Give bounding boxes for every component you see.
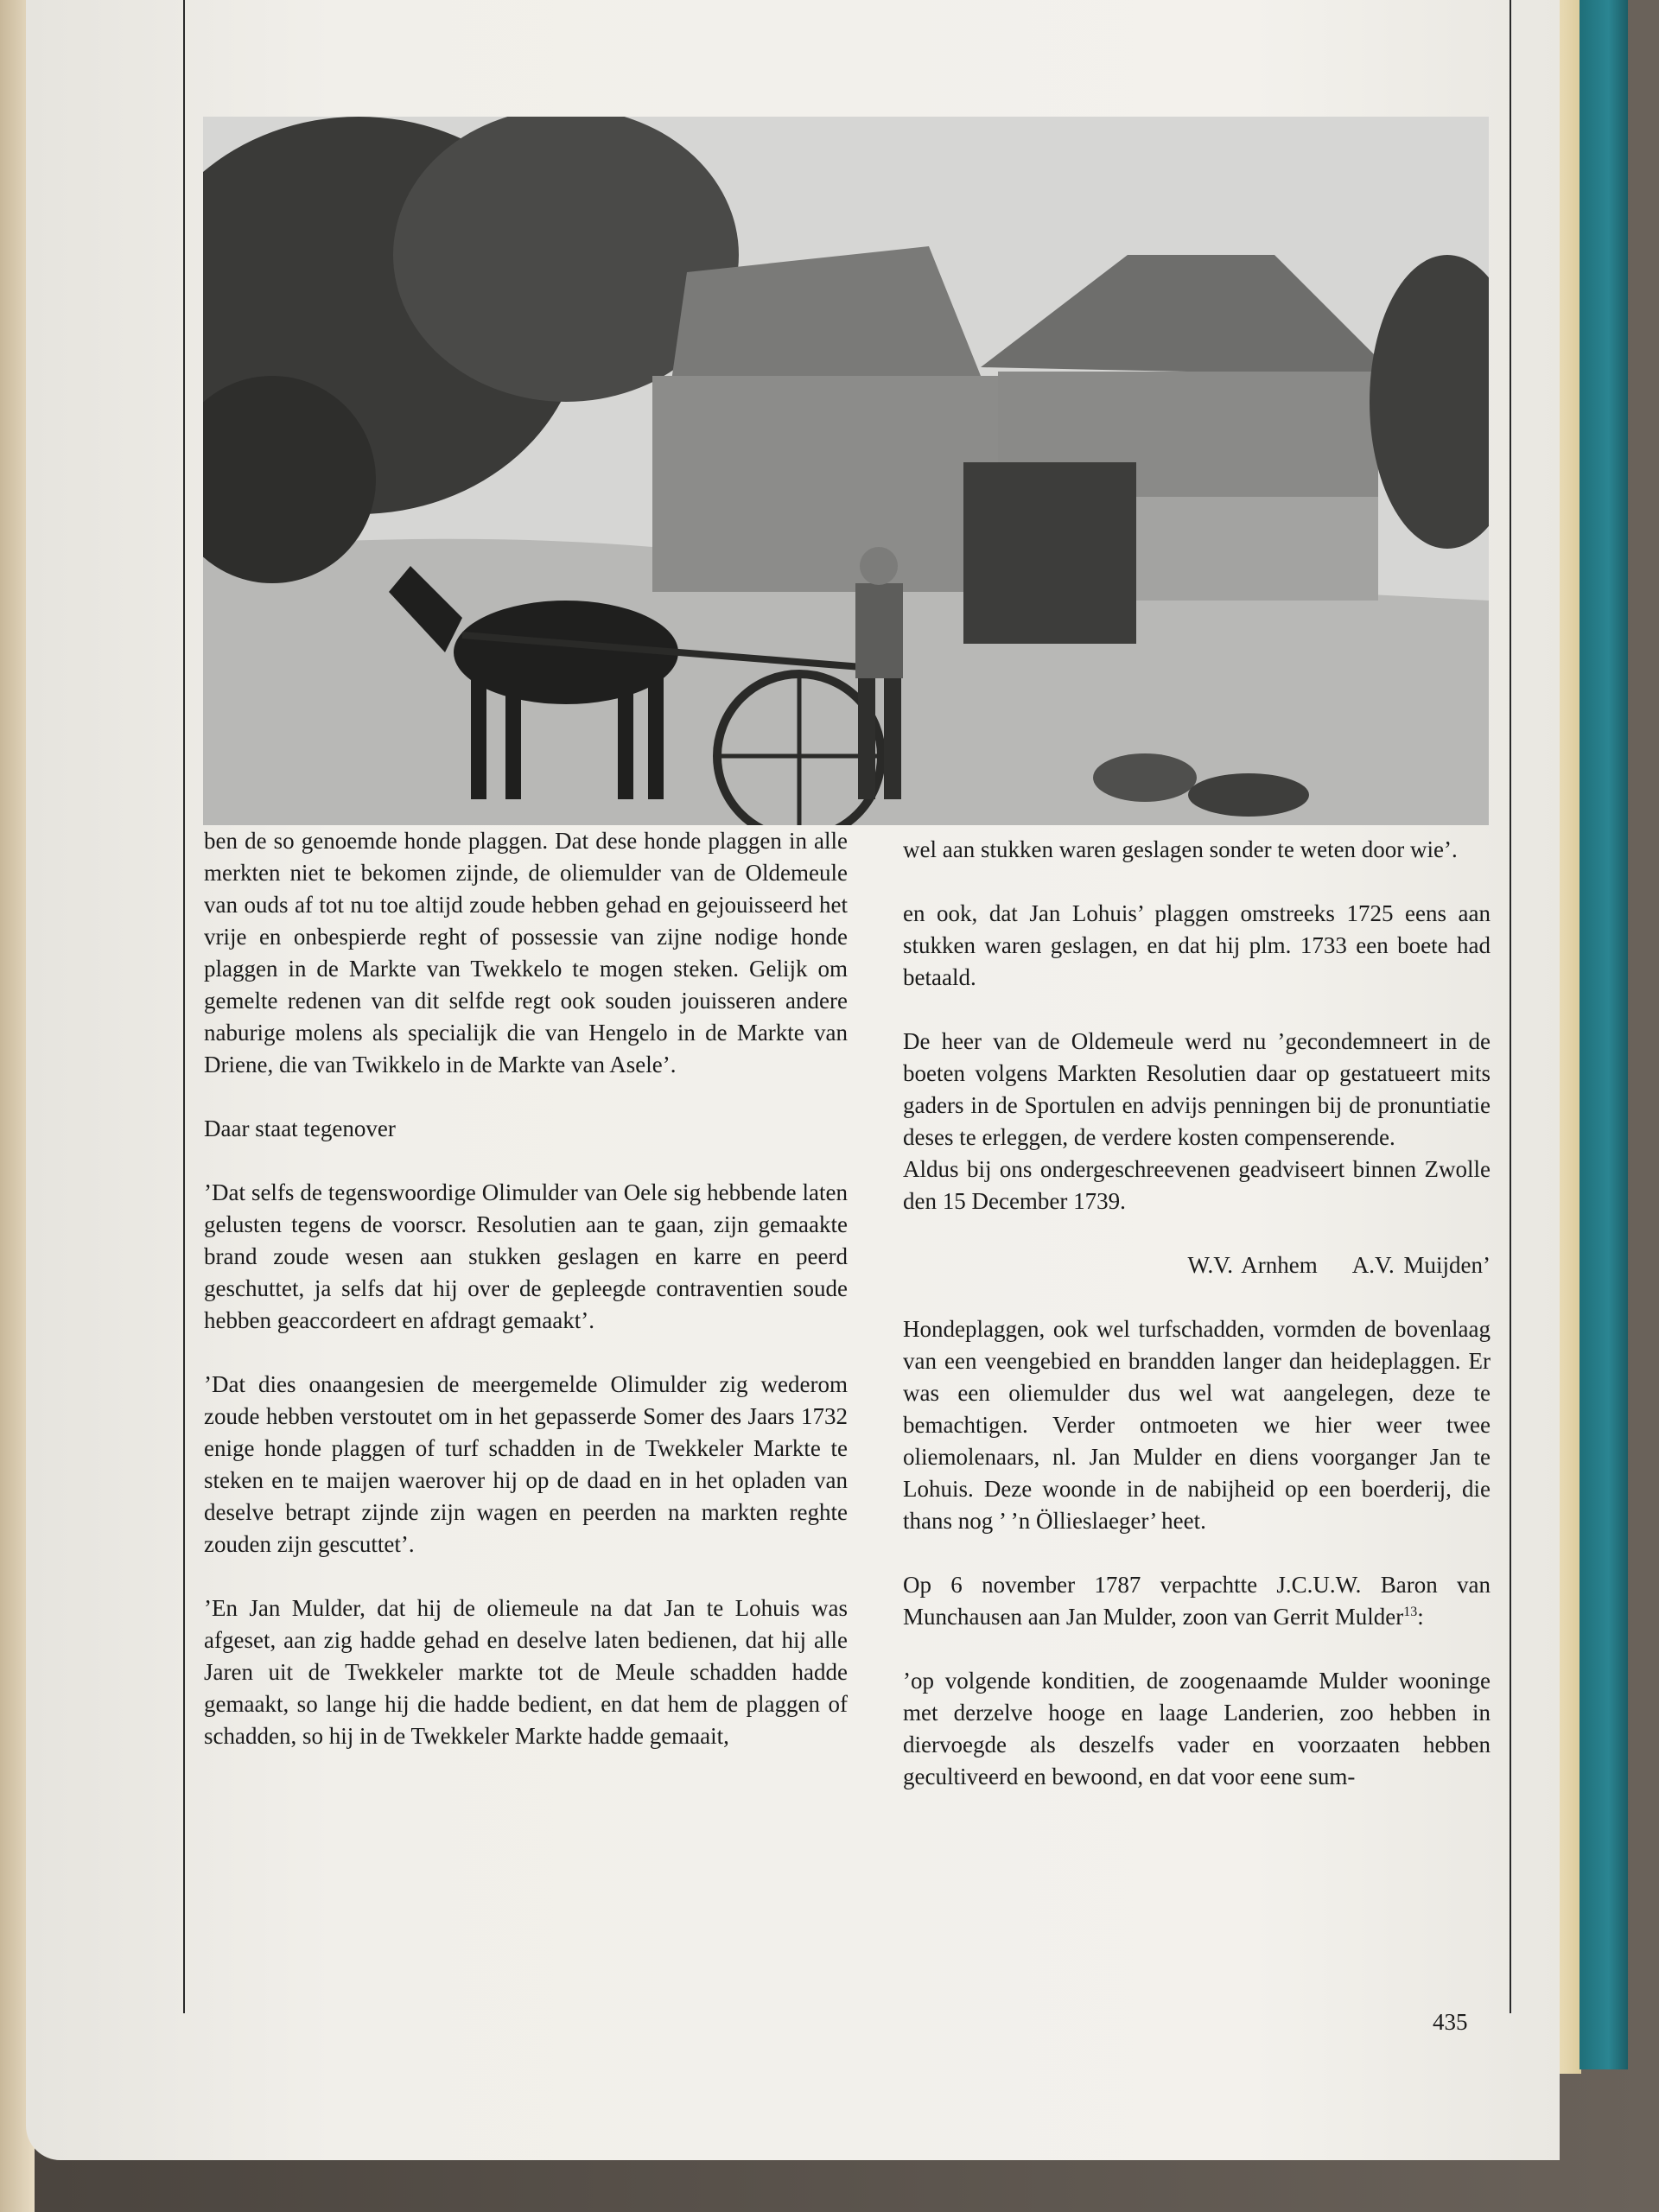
paragraph: ’En Jan Mulder, dat hij de oliemeule na dat Jan te Lohuis was afgeset, aan zig hadde gehad en deselve laten bedienen, dat hij alle Jaren uit de Twekkeler markte tot de Meule schadden hadde gemaakt, so lange hij die hadde bedient, en dat hem de plaggen of schadden, so hij in de Twekkeler Markte hadde gemaait, xyxy=(204,1595,848,1749)
paragraph: wel aan stukken waren geslagen sonder te weten door wie’. xyxy=(903,836,1458,862)
paragraph-text: Op 6 november 1787 verpachtte J.C.U.W. Baron van Munchausen aan Jan Mulder, zoon van Gerrit Mulder xyxy=(903,1572,1491,1630)
paragraph: ’op volgende konditien, de zoogenaamde Mulder wooninge met derzelve hooge en laage Landerien, zoo hebben in diervoegde als deszelfs vader en voorzaaten hebben gecultiveerd en bewoond, en dat voor eene sum- xyxy=(903,1668,1491,1789)
paragraph: ’Dat dies onaangesien de meergemelde Olimulder zig wederom zoude hebben verstoutet om in het gepasserde Somer des Jaars 1732 enige honde plaggen of turf schadden in de Twekkeler Markte te steken en te maijen waerover hij op de daad en in het opladen van deselve betrapt zijnde zijn wagen en peerden na markten reghte zouden zijn gescuttet’. xyxy=(204,1371,848,1557)
left-margin-rule xyxy=(183,0,185,2013)
book-cover xyxy=(1580,0,1628,2069)
historic-photo xyxy=(203,117,1489,825)
signatory-arnhem: W.V. Arnhem xyxy=(1187,1252,1318,1278)
paragraph: Hondeplaggen, ook wel turfschadden, vormden de bovenlaag van een veengebied en brandden langer dan heideplaggen. Er was een oliemulder dus wel wat aangelegen, deze te bemachtigen. Verder ontmoeten we hier weer twee oliemolenaars, nl. Jan Mulder en diens voorganger Jan te Lohuis. Deze woonde in de nabijheid op een boerderij, die thans nog ’ ’n Öllieslaeger’ heet. xyxy=(903,1316,1491,1534)
signatories xyxy=(903,1249,1491,1281)
paragraph: ben de so genoemde honde plaggen. Dat dese honde plaggen in alle merkten niet te bekomen zijnde, de oliemulder van de Oldemeule van ouds af tot nu toe altijd zoude hebben gehad en gejouisseerd het vrije en onbespierde reght of possessie van zijne nodige honde plaggen in de Markte van Twekkelo te mogen steken. Gelijk om gemelte redenen van dit selfde regt ook souden jouisseren andere naburige molens als specialijk die van Hengelo in de Markte van Driene, die van Twikkelo in de Markte van Asele’. xyxy=(204,828,848,1077)
paragraph: Aldus bij ons ondergeschreevenen geadviseert binnen Zwolle den 15 December 1739. xyxy=(903,1156,1491,1214)
right-text-column xyxy=(903,825,1491,1793)
right-margin-rule xyxy=(1510,0,1511,2013)
left-text-column xyxy=(204,825,848,1752)
paragraph: Daar staat tegenover xyxy=(204,1116,396,1141)
photo-old-watermill-horse-cart-icon xyxy=(203,117,1489,825)
book-page xyxy=(26,0,1560,2160)
paragraph: ’Dat selfs de tegenswoordige Olimulder van Oele sig hebbende laten gelusten tegens de voorscr. Resolutien aan te gaan, zijn gemaakte brand zoude wesen aan stukken geslagen en karre en peerd geschuttet, ja selfs dat hij over de gepleegde contraventien soude hebben geaccordeert en afdragt gemaakt’. xyxy=(204,1179,848,1333)
paragraph: en ook, dat Jan Lohuis’ plaggen omstreeks 1725 eens aan stukken waren geslagen, en dat hij plm. 1733 een boete had betaald. xyxy=(903,900,1491,990)
paragraph xyxy=(903,1569,1491,1633)
signatory-muijden: A.V. Muijden’ xyxy=(1351,1252,1491,1278)
paragraph: De heer van de Oldemeule werd nu ’gecondemneert in de boeten volgens Markten Resolutien daar op gestatueert mits gaders in de Sportulen en advijs penningen bij de pronuntiatie deses te erleggen, de verdere kosten compenserende. xyxy=(903,1028,1491,1150)
footnote-ref: 13 xyxy=(1403,1605,1418,1619)
paragraph-colon: : xyxy=(1417,1604,1424,1630)
page-number: 435 xyxy=(1433,2009,1468,2035)
